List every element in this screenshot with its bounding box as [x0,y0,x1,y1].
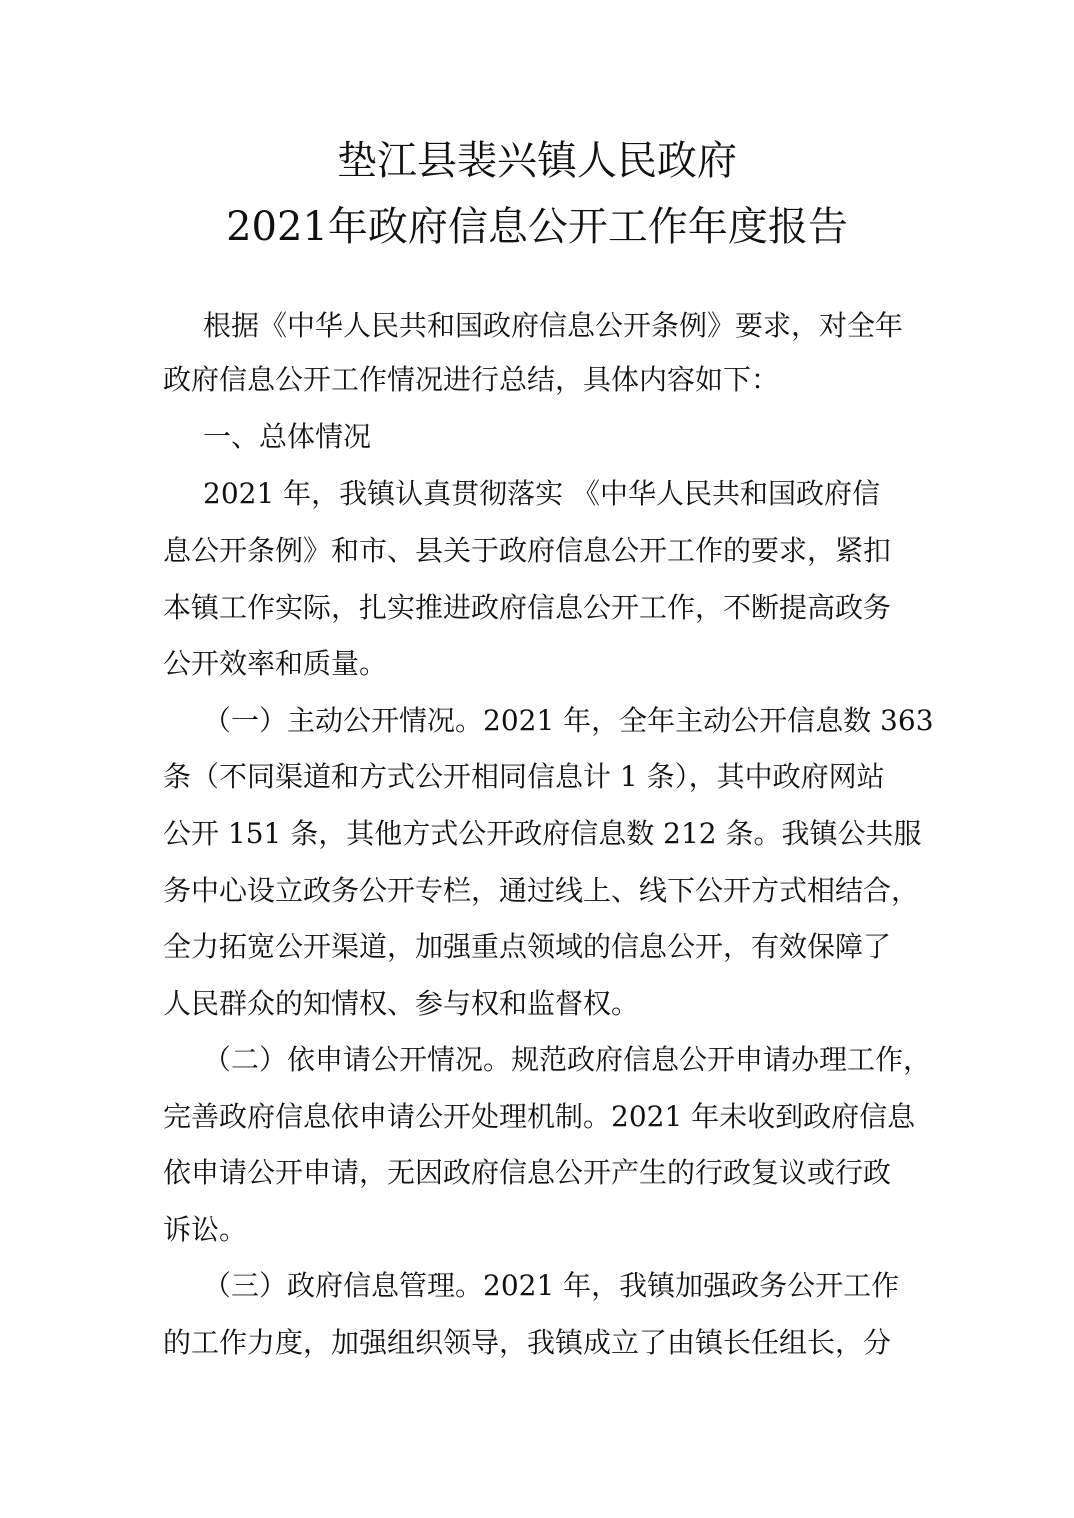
paragraph-line-1: 根据《中华人民共和国政府信息公开条例》要求，对全年 [203,309,904,342]
paragraph-line-17: 诉讼。 [163,1213,248,1246]
paragraph-line-10: 公开 151 条，其他方式公开政府信息数 212 条。我镇公共服 [163,817,922,850]
paragraph-line-7: 公开效率和质量。 [163,647,388,680]
paragraph-line-2: 政府信息公开工作情况进行总结，具体内容如下： [163,363,780,396]
document-title-line-1: 垫江县裴兴镇人民政府 [337,138,737,184]
paragraph-line-5: 息公开条例》和市、县关于政府信息公开工作的要求，紧扣 [163,534,892,567]
paragraph-line-9: 条（不同渠道和方式公开相同信息计 1 条），其中政府网站 [163,760,885,793]
paragraph-line-13: 人民群众的知情权、参与权和监督权。 [163,987,640,1020]
section-heading-overview: 一、总体情况 [203,420,372,453]
paragraph-line-15: 完善政府信息依申请公开处理机制。2021 年未收到政府信息 [163,1100,916,1133]
paragraph-line-4: 2021 年，我镇认真贯彻落实 《中华人民共和国政府信 [203,477,881,510]
paragraph-line-6: 本镇工作实际，扎实推进政府信息公开工作，不断提高政务 [163,591,892,624]
paragraph-line-18: （三）政府信息管理。2021 年，我镇加强政务公开工作 [203,1269,900,1302]
paragraph-line-14: （二）依申请公开情况。规范政府信息公开申请办理工作， [203,1043,932,1076]
paragraph-line-19: 的工作力度，加强组织领导，我镇成立了由镇长任组长，分 [163,1326,892,1359]
paragraph-line-16: 依申请公开申请，无因政府信息公开产生的行政复议或行政 [163,1156,892,1189]
paragraph-line-12: 全力拓宽公开渠道，加强重点领域的信息公开，有效保障了 [163,930,892,963]
paragraph-line-11: 务中心设立政务公开专栏，通过线上、线下公开方式相结合， [163,874,920,907]
paragraph-line-8: （一）主动公开情况。2021 年，全年主动公开信息数 363 [203,704,934,737]
document-title-line-2: 2021年政府信息公开工作年度报告 [226,204,848,250]
